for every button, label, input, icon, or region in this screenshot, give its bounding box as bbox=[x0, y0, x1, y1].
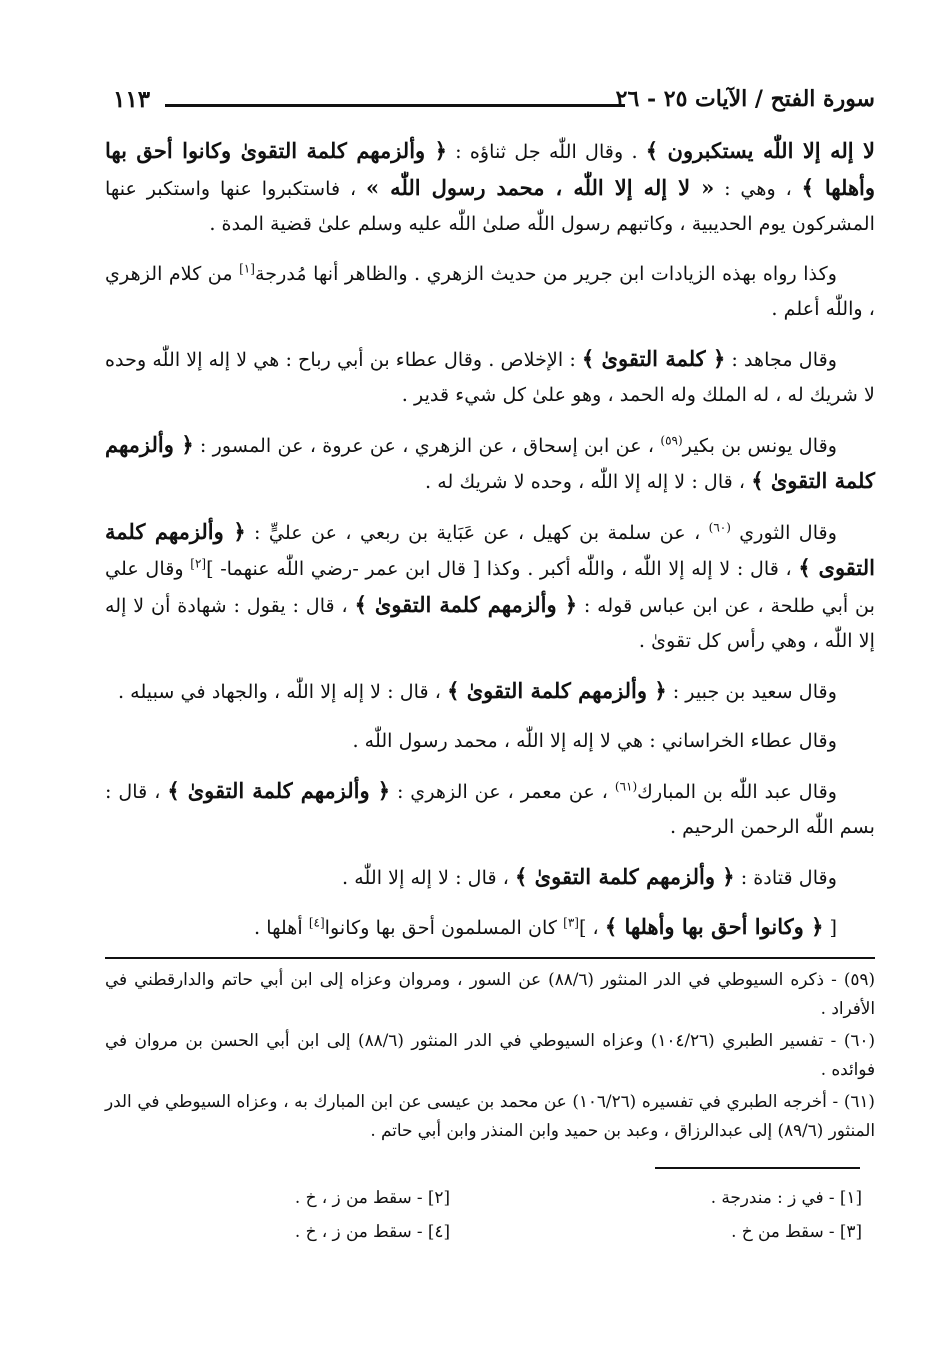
text-run: وقال عطاء الخراساني : هي لا إله إلا اللّٰه ، محمد رسول اللّٰه . bbox=[352, 729, 837, 752]
variant-note-2: [٢] - سقط من ز ، خ . bbox=[294, 1187, 450, 1207]
text-run: ، قال : يقول : شهادة أن لا إله إلا اللّٰه ، وهي رأس كل تقوىٰ . bbox=[105, 593, 875, 652]
quran-quote: ﴿ وألزمهم كلمة التقوىٰ ﴾ bbox=[354, 591, 577, 617]
paragraph bbox=[105, 341, 875, 413]
footnote-ref: [٤] bbox=[308, 915, 325, 930]
text-run: ، قال : لا إله إلا اللّٰه ، وحده لا شريك له . bbox=[425, 470, 752, 493]
footnote-ref: (٦٠) bbox=[708, 520, 731, 535]
paragraph bbox=[105, 859, 875, 896]
quran-quote: ﴿ وألزمهم كلمة التقوىٰ ﴾ bbox=[105, 431, 875, 493]
manuscript-variants bbox=[240, 1180, 862, 1252]
text-run: ، قال : بسم اللّٰه الرحمن الرحيم . bbox=[105, 779, 875, 838]
page-number: ١١٣ bbox=[113, 86, 151, 113]
paragraph bbox=[105, 909, 875, 946]
footnote-ref: (٦١) bbox=[614, 779, 638, 794]
text-run: وقال قتادة : bbox=[734, 865, 837, 889]
text-run: وقال عبد اللّٰه بن المبارك bbox=[637, 779, 838, 803]
text-run: ، عن معمر ، عن الزهري : bbox=[390, 779, 615, 803]
text-run: وقال الثوري bbox=[730, 520, 837, 544]
text-run: [ bbox=[823, 916, 837, 939]
quran-quote: ﴿ وألزمهم كلمة التقوىٰ ﴾ bbox=[167, 777, 391, 803]
footnote-60: (٦٠) - تفسير الطبري (١٠٤/٢٦) وعزاه السيوطي في الدر المنثور (٨٨/٦) إلى ابن أبي الحسن بن مروان في فوائده . bbox=[105, 1030, 875, 1079]
footnote-59: (٥٩) - ذكره السيوطي في الدر المنثور (٨٨/٦) عن السور ، ومروان وعزاه إلى ابن أبي حاتم والدارقطني في الأفراد . bbox=[105, 969, 875, 1018]
quran-quote: لا إله إلا اللّٰه يستكبرون ﴾ bbox=[645, 138, 875, 163]
text-run: ، عن سلمة بن كهيل ، عن عَبَاية بن ربعي ، عن عليٍّ : bbox=[245, 520, 709, 544]
quran-quote: « لا إله إلا اللّٰه ، محمد رسول اللّٰه » bbox=[366, 174, 715, 200]
text-run: ، ] bbox=[578, 916, 605, 939]
paragraph bbox=[105, 133, 875, 242]
footnote-61: (٦١) - أخرجه الطبري في تفسيره (١٠٦/٢٦) عن محمد بن عيسى عن ابن المبارك به ، وعزاه السيوطي في الدر المنثور (٨٩/٦) إلى عبدالرزاق ، وعبد بن حميد وابن المنذر وابن أبي حاتم . bbox=[105, 1091, 875, 1140]
running-title: سورة الفتح / الآيات ٢٥ - ٢٦ bbox=[615, 86, 875, 112]
text-run: . وقال اللّٰه جل ثناؤه : bbox=[446, 140, 646, 163]
quran-quote: ﴿ كلمة التقوىٰ ﴾ bbox=[581, 345, 726, 371]
quran-quote: ﴿ وألزمهم كلمة التقوىٰ ﴾ bbox=[515, 863, 735, 889]
text-run: وكذا رواه بهذه الزيادات ابن جرير من حديث الزهري . والظاهر أنها مُدرجة bbox=[254, 261, 838, 285]
variant-note-1: [١] - في ز : مندرجة . bbox=[710, 1187, 862, 1207]
quran-quote: ﴿ وكانوا أحق بها وأهلها ﴾ bbox=[604, 914, 824, 939]
quran-quote: ﴿ وألزمهم كلمة التقوىٰ وكانوا أحق بها وأهلها ﴾ bbox=[105, 138, 875, 200]
footnote-ref: [١] bbox=[239, 261, 255, 276]
text-run: ، وهي : bbox=[714, 176, 802, 200]
text-run: ، قال : لا إله إلا اللّٰه ، واللّٰه أكبر . وكذا [ قال ابن عمر -رضي اللّٰه عنهما- ] bbox=[206, 557, 799, 580]
text-run: ، فاستكبروا عنها واستكبر عنها المشركون يوم الحديبية ، وكاتبهم رسول اللّٰه صلىٰ اللّٰه عليه وسلم علىٰ قضية المدة . bbox=[105, 176, 875, 235]
paragraph bbox=[105, 427, 875, 500]
text-run: كان المسلمون أحق بها وكانوا bbox=[324, 916, 564, 939]
variant-note-4: [٤] - سقط من ز ، خ . bbox=[294, 1221, 450, 1241]
quran-quote: ﴿ وألزمهم كلمة التقوىٰ ﴾ bbox=[447, 677, 667, 703]
paragraph bbox=[105, 773, 875, 845]
text-run: وقال مجاهد : bbox=[725, 347, 838, 371]
text-run: من كلام الزهري ، واللّٰه أعلم . bbox=[105, 261, 875, 320]
text-run: : الإخلاص . وقال عطاء بن أبي رباح : هي لا إله إلا اللّٰه وحده لا شريك له ، له الملك وله الحمد ، وهو علىٰ كل شيء قدير . bbox=[105, 347, 875, 406]
page-header bbox=[105, 86, 875, 122]
paragraph bbox=[105, 256, 875, 327]
text-run: ، عن ابن إسحاق ، عن الزهري ، عن عروة ، عن المسور : bbox=[193, 433, 661, 457]
variants-divider bbox=[655, 1167, 860, 1169]
footnote-ref: [٣] bbox=[563, 915, 579, 930]
paragraph bbox=[105, 673, 875, 710]
paragraph bbox=[105, 514, 875, 659]
header-rule bbox=[165, 104, 625, 107]
footnote-ref: [٢] bbox=[190, 556, 207, 571]
variant-note-3: [٣] - سقط من خ . bbox=[731, 1221, 862, 1241]
footnote-ref: (٥٩) bbox=[660, 433, 683, 448]
quran-quote: ﴿ وألزمهم كلمة التقوى ﴾ bbox=[105, 518, 875, 580]
paragraph bbox=[105, 723, 875, 759]
text-run: أهلها . bbox=[254, 916, 309, 939]
footnote-divider bbox=[105, 957, 875, 959]
text-run: وقال علي بن أبي طلحة ، عن ابن عباس قوله : bbox=[105, 557, 876, 617]
text-run: ، قال : لا إله إلا اللّٰه . bbox=[342, 865, 516, 889]
footnotes bbox=[105, 965, 875, 1148]
text-run: ، قال : لا إله إلا اللّٰه ، والجهاد في سبيله . bbox=[117, 679, 448, 703]
text-run: وقال سعيد بن جبير : bbox=[666, 679, 837, 703]
main-text bbox=[105, 133, 875, 960]
text-run: وقال يونس بن بكير bbox=[682, 433, 838, 457]
